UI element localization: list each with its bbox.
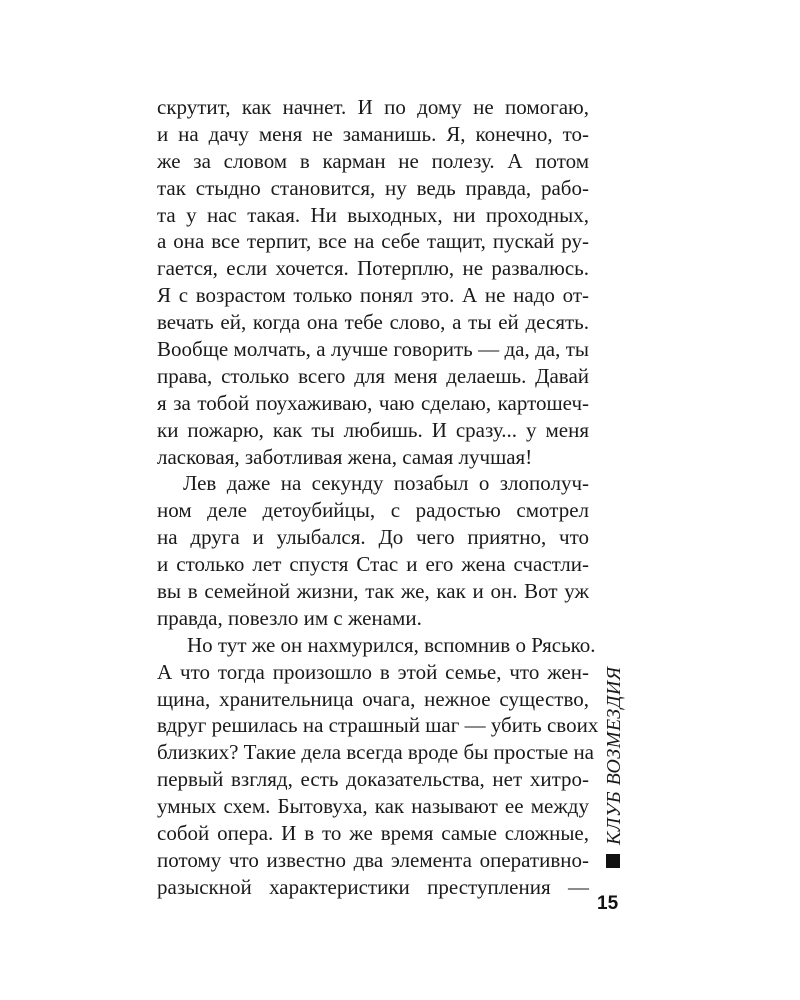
text-line: правда, повезло им с женами. <box>157 605 422 630</box>
text-line: потому что известно два элемента оперативно- <box>157 847 589 872</box>
text-line: вы в семейной жизни, так же, как и он. Вот уж <box>157 579 589 604</box>
running-head: КЛУБ ВОЗМЕЗДИЯ <box>603 666 625 845</box>
text-line: гается, если хочется. Потерплю, не развалюсь. <box>157 256 589 281</box>
square-marker <box>606 854 620 868</box>
text-line: Лев даже на секунду позабыл о злополуч- <box>183 471 589 496</box>
text-line: так стыдно становится, ну ведь правда, рабо- <box>157 175 589 200</box>
text-line: права, столько всего для меня делаешь. Давай <box>157 363 589 388</box>
text-line: та у нас такая. Ни выходных, ни проходных, <box>157 202 589 227</box>
text-line: вдруг решилась на страшный шаг — убить своих <box>157 713 599 738</box>
text-line: Вообще молчать, а лучше говорить — да, да, ты <box>157 337 589 362</box>
text-line: же за словом в карман не полезу. А потом <box>157 148 589 173</box>
text-line: на друга и улыбался. До чего приятно, что <box>157 525 589 550</box>
text-line: Но тут же он нахмурился, вспомнив о Рясько. <box>187 632 596 657</box>
body-text <box>157 94 599 901</box>
text-line: и на дачу меня не заманишь. Я, конечно, то- <box>157 121 589 146</box>
text-line: вечать ей, когда она тебе слово, а ты ей десять. <box>157 310 589 335</box>
text-line: ки пожарю, как ты любишь. И сразу... у меня <box>157 417 589 442</box>
text-line: я за тобой поухаживаю, чаю сделаю, картошеч- <box>157 390 589 415</box>
text-line: а она все терпит, все на себе тащит, пускай ру- <box>157 229 589 254</box>
text-line: ном деле детоубийцы, с радостью смотрел <box>157 498 589 523</box>
text-line: близких? Такие дела всегда вроде бы простые на <box>157 740 595 765</box>
text-line: первый взгляд, есть доказательства, нет хитро- <box>157 767 589 792</box>
text-line: А что тогда произошло в этой семье, что жен- <box>157 659 589 684</box>
text-line: собой опера. И в то же время самые сложные, <box>157 821 589 846</box>
text-line: щина, хранительница очага, нежное существо, <box>157 686 589 711</box>
text-line: разыскной характеристики преступления — <box>157 874 589 899</box>
text-line: и столько лет спустя Стас и его жена счастли- <box>157 552 589 577</box>
page-number: 15 <box>597 893 619 914</box>
text-line: умных схем. Бытовуха, как называют ее между <box>157 794 589 819</box>
text-line: Я с возрастом только понял это. А не надо от- <box>157 283 589 308</box>
text-line: ласковая, заботливая жена, самая лучшая! <box>157 444 533 469</box>
text-line: скрутит, как начнет. И по дому не помогаю, <box>157 95 589 119</box>
